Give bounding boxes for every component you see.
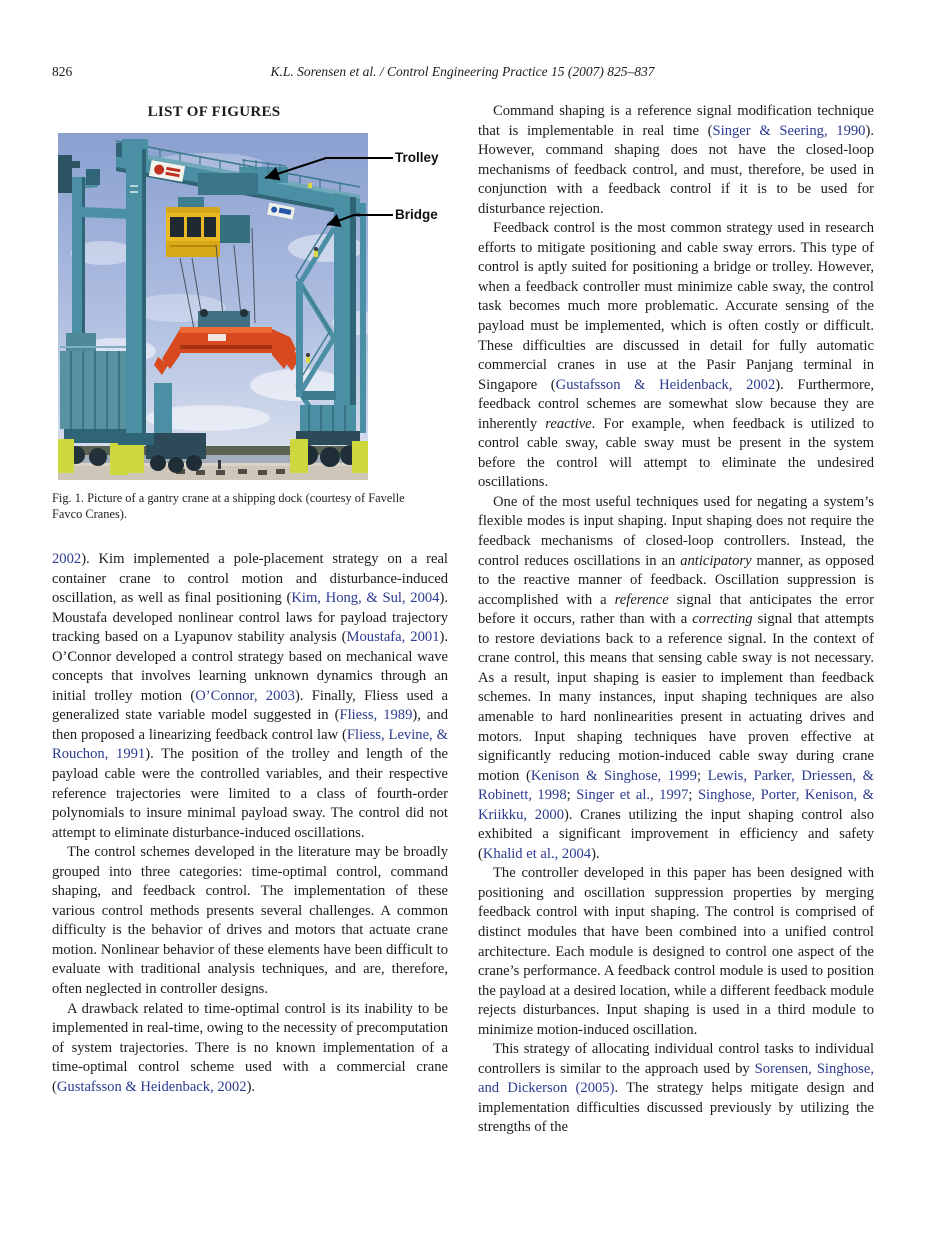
text-run: signal that attempts to restore deviations back to a reference signal. In the context of crane control, this means that sensing cable sway is not necessary. As a result, input shaping is easier to implement than feedback schemes. In many instances, input shaping techniques are also amenable to hard nonlinearities present in actuating drives and motors. Input shaping techniques have proven effective at significantly reducing motion-induced cable sway during crane motion ( [478, 611, 874, 784]
paragraph [52, 843, 448, 999]
text-run: This strategy of allocating individual control tasks to individual controllers is similar to the approach used by [478, 1041, 874, 1077]
tie-beam [82, 207, 128, 219]
citation-link[interactable]: Gustafsson & Heidenback, 2002 [56, 1078, 247, 1095]
citation-link[interactable]: Lewis, Parker, Driessen, & Robinett, 1998 [478, 767, 874, 804]
paragraph [52, 1000, 448, 1098]
figure-1 [58, 127, 446, 483]
text-run: correcting [692, 611, 753, 628]
text-run: ; [566, 787, 577, 804]
citation-link[interactable]: 2002 [52, 551, 82, 567]
trolley-label: Trolley [395, 150, 439, 165]
list-of-figures-heading: LIST OF FIGURES [147, 104, 281, 120]
text-run: ). [591, 845, 600, 862]
text-run: ). [246, 1078, 256, 1095]
paragraph [478, 864, 874, 1040]
text-run: ). However, command shaping does not have the closed-loop mechanisms of feedback control, and must, therefore, be used in conjunction with a feedback control if it is to be used for disturbance rejection. [478, 122, 874, 217]
text-run: . For example, when feedback is utilized to control cable sway, cable sway must be present in the system before the control will attempt to eliminate the undesired oscillations. [478, 415, 874, 491]
page-number: 826 [52, 64, 73, 79]
text-run: signal that anticipates the error before it occurs, rather than with a [478, 591, 874, 628]
bridge-label: Bridge [395, 207, 438, 222]
text-run: ). Kim implemented a pole-placement strategy on a real container crane to control motion and disturbance-induced oscillation, as well as final positioning ( [52, 551, 448, 607]
citation-link[interactable]: Singer & Seering, 1990 [712, 122, 866, 139]
text-run: reactive [545, 415, 592, 432]
paragraph [478, 219, 874, 493]
text-run: The control schemes developed in the literature may be broadly grouped into three categories: time-optimal control, command shaping, and feedback control. The implementation of these various control methods presents several challenges. A common difficulty is the behavior of drives and motors that actuate crane motion. Nonlinear behavior of these elements have been difficult to evaluate with traditional analysis techniques, and are, therefore, often neglected in controller designs. [52, 844, 448, 998]
citation-link[interactable]: Singhose, Porter, Kenison, & Kriikku, 2000 [478, 787, 874, 823]
citation-link[interactable]: Fliess, Levine, & Rouchon, 1991 [52, 726, 448, 763]
right-column [478, 102, 874, 1138]
text-run: The controller developed in this paper has been designed with positioning and oscillation suppression properties by merging feedback control with input shaping. The control is comprised of distinct modules that have been combined into a unified control architecture. Each module is designed to control one aspect of the crane’s performance. A feedback control module is used to position the payload at a desired location, while a different feedback module rejects disturbances. Input shaping is used in a third module to minimize motion-induced oscillation. [478, 865, 874, 1038]
paragraph [52, 550, 448, 843]
text-run: ). Cranes utilizing the input shaping control also exhibited a significant improvement in efficiency and safety ( [478, 806, 874, 862]
text-run: anticipatory [680, 552, 752, 569]
citation-link[interactable]: Singer et al., 1997 [576, 787, 689, 804]
citation-link[interactable]: Kim, Hong, & Sul, 2004 [291, 590, 440, 607]
figure-caption [52, 491, 450, 522]
citation-link[interactable]: Fliess, 1989 [339, 707, 413, 724]
citation-link[interactable]: Khalid et al., 2004 [482, 845, 592, 862]
gantry-crane-photo [58, 133, 368, 480]
paragraph [478, 1040, 874, 1138]
text-run: ). The position of the trolley and length of the payload cable were the controlled variables, and their respective reference trajectories were limited to a class of fourth-order polynomials to insure minimal payload sway. The control did not attempt to eliminate disturbance-induced oscillations. [52, 746, 449, 841]
text-run: ). Finally, Fliess used a generalized state variable model suggested in ( [52, 687, 448, 724]
text-run: . The strategy helps mitigate design and implementation difficulties discussed previously by utilizing the strengths of the [478, 1080, 874, 1136]
citation-link[interactable]: Gustafsson & Heidenback, 2002 [555, 376, 776, 393]
text-run: Command shaping is a reference signal modification technique that is implementable in real time ( [478, 103, 874, 139]
text-run: ). Furthermore, feedback control schemes are somewhat slow because they are inherently [478, 376, 874, 432]
left-column [52, 550, 448, 1097]
citation-link[interactable]: Sorensen, Singhose, and Dickerson (2005) [478, 1060, 874, 1097]
text-run: ). Moustafa developed nonlinear control laws for payload trajectory tracking based on a Lyapunov stability analysis ( [52, 590, 448, 646]
text-run: manner, as opposed to the reactive manner of feedback. Oscillation suppression is accomplished with a [478, 552, 874, 608]
text-run: ). O’Connor developed a control strategy based on mechanical wave concepts that involves learning unknown dynamics through an initial trolley motion ( [52, 629, 449, 704]
text-run: A drawback related to time-optimal control is its inability to be implemented in real-time, owing to the necessity of precomputation of system trajectories. There is no known implementation of a time-optimal control scheme used with a commercial crane ( [52, 1000, 448, 1095]
caption-line-1: Fig. 1. Picture of a gantry crane at a shipping dock (courtesy of Favelle [52, 491, 405, 505]
paragraph [478, 493, 874, 864]
citation-link[interactable]: O’Connor, 2003 [195, 687, 295, 704]
running-head: K.L. Sorensen et al. / Control Engineering Practice 15 (2007) 825–837 [270, 64, 655, 79]
citation-link[interactable]: Kenison & Singhose, 1999 [530, 767, 697, 784]
text-run: ; [696, 767, 708, 784]
text-run: reference [614, 591, 669, 608]
caption-line-2: Favco Cranes). [52, 506, 128, 521]
citation-link[interactable]: Moustafa, 2001 [346, 629, 440, 646]
text-run: Feedback control is the most common strategy used in research efforts to mitigate positioning and cable sway errors. This type of control is aptly suited for positioning a bridge or trolley. However, when a feedback controller must minimize cable sway, the control task becomes much more problematic. Accurate sensing of the payload must be implemented, which is often costly or difficult. These difficulties are discussed in detail for fully automatic commercial cranes in use at the Pasir Panjang terminal in Singapore ( [478, 220, 874, 393]
text-run: ), and then proposed a linearizing feedback control law ( [52, 707, 449, 743]
text-run: ; [688, 787, 698, 804]
text-run: One of the most useful techniques used for negating a system’s flexible modes is input shaping. Input shaping does not require the feedback mechanisms of closed-loop controllers. Instead, the control reduces oscillations in an [478, 493, 874, 569]
paragraph [478, 102, 874, 219]
